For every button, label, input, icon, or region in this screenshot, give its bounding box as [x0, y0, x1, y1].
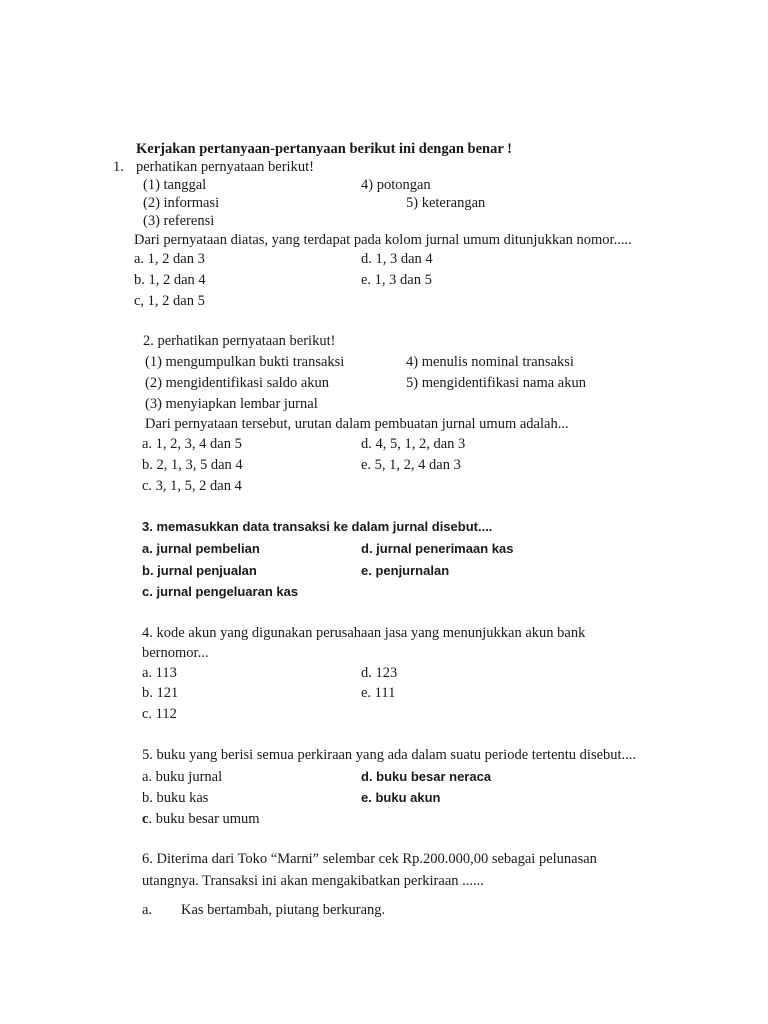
q1-item-5: 5) keterangan	[406, 195, 486, 211]
q1-option-a: a. 1, 2 dan 3	[134, 251, 205, 267]
q4-prompt-line-1: 4. kode akun yang digunakan perusahaan jasa yang menunjukkan akun bank	[142, 625, 586, 641]
q2-item-3: (3) menyiapkan lembar jurnal	[145, 396, 318, 412]
q3-option-c: c. jurnal pengeluaran kas	[142, 584, 299, 599]
q2-question: Dari pernyataan tersebut, urutan dalam pembuatan jurnal umum adalah...	[145, 416, 569, 432]
q2-item-1: (1) mengumpulkan bukti transaksi	[145, 354, 345, 370]
q1-question: Dari pernyataan diatas, yang terdapat pada kolom jurnal umum ditunjukkan nomor.....	[134, 232, 632, 248]
q1-item-1: (1) tanggal	[143, 177, 207, 193]
q5-option-d: d. buku besar neraca	[361, 769, 492, 784]
q3-option-b: b. jurnal penjualan	[142, 563, 257, 578]
page-title: Kerjakan pertanyaan-pertanyaan berikut ini dengan benar !	[136, 141, 512, 157]
q5-option-e: e. buku akun	[361, 790, 441, 805]
q6-prompt-line-1: 6. Diterima dari Toko “Marni” selembar cek Rp.200.000,00 sebagai pelunasan	[142, 851, 597, 867]
q3-option-d: d. jurnal penerimaan kas	[361, 541, 514, 556]
q3-option-a: a. jurnal pembelian	[142, 541, 260, 556]
q1-number: 1.	[113, 159, 124, 175]
q2-option-a: a. 1, 2, 3, 4 dan 5	[142, 436, 242, 452]
q5-option-c-text: buku besar umum	[155, 811, 260, 827]
q2-option-e: e. 5, 1, 2, 4 dan 3	[361, 457, 461, 473]
q1-item-2: (2) informasi	[143, 195, 220, 211]
q5-option-c: c. buku besar umum	[142, 811, 260, 827]
q1-option-b: b. 1, 2 dan 4	[134, 272, 206, 288]
q6-option-a-text: Kas bertambah, piutang berkurang.	[181, 902, 386, 918]
q5-option-c-letter: c	[142, 811, 149, 827]
q4-option-e: e. 111	[361, 685, 396, 701]
q1-item-3: (3) referensi	[143, 213, 215, 229]
q1-option-e: e. 1, 3 dan 5	[361, 272, 432, 288]
q4-option-b: b. 121	[142, 685, 179, 701]
q1-item-4: 4) potongan	[361, 177, 431, 193]
q4-option-a: a. 113	[142, 665, 177, 681]
q4-option-c: c. 112	[142, 706, 177, 722]
q5-option-b: b. buku kas	[142, 790, 209, 806]
q2-item-5: 5) mengidentifikasi nama akun	[406, 375, 586, 391]
q5-prompt: 5. buku yang berisi semua perkiraan yang ada dalam suatu periode tertentu disebut....	[142, 747, 637, 763]
q4-option-d: d. 123	[361, 665, 398, 681]
q2-option-b: b. 2, 1, 3, 5 dan 4	[142, 457, 243, 473]
q1-option-c: c, 1, 2 dan 5	[134, 293, 205, 309]
q6-prompt-line-2: utangnya. Transaksi ini akan mengakibatkan perkiraan ......	[142, 873, 484, 889]
q2-item-4: 4) menulis nominal transaksi	[406, 354, 574, 370]
q3-option-e: e. penjurnalan	[361, 563, 450, 578]
q3-prompt: 3. memasukkan data transaksi ke dalam jurnal disebut....	[142, 519, 493, 534]
q1-prompt: perhatikan pernyataan berikut!	[136, 159, 314, 175]
q6-option-a-letter: a.	[142, 902, 153, 918]
q1-option-d: d. 1, 3 dan 4	[361, 251, 433, 267]
q2-option-c: c. 3, 1, 5, 2 dan 4	[142, 478, 242, 494]
q5-option-a: a. buku jurnal	[142, 769, 223, 785]
q4-prompt-line-2: bernomor...	[142, 645, 209, 661]
q2-prompt: 2. perhatikan pernyataan berikut!	[143, 333, 336, 349]
q2-option-d: d. 4, 5, 1, 2, dan 3	[361, 436, 466, 452]
q2-item-2: (2) mengidentifikasi saldo akun	[145, 375, 330, 391]
